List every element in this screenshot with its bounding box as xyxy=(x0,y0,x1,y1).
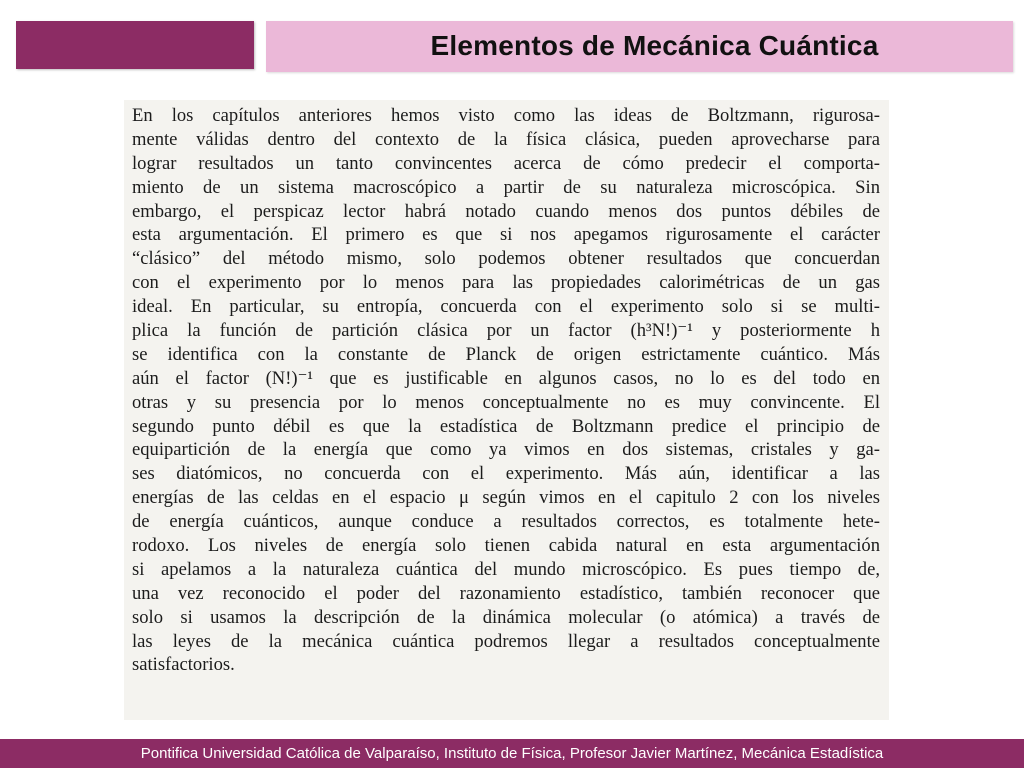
text-line: “clásico” del método mismo, solo podemos obtener resultados que concuerdan xyxy=(132,248,880,270)
text-line: se identifica con la constante de Planck de origen estrictamente cuántico. Más xyxy=(132,343,880,365)
text-line: equipartición de la energía que como ya vimos en dos sistemas, cristales y ga- xyxy=(132,439,880,461)
text-line: miento de un sistema macroscópico a partir de su naturaleza microscópica. Sin xyxy=(132,176,880,198)
text-line: aún el factor (N!)⁻¹ que es justificable en algunos casos, no lo es del todo en xyxy=(132,367,880,389)
text-line: ideal. En particular, su entropía, concuerda con el experimento solo si se multi- xyxy=(132,296,880,318)
footer-text: Pontifica Universidad Católica de Valparaíso, Instituto de Física, Profesor Javier Martínez, Mecánica Estadística xyxy=(140,745,884,762)
scanned-paragraph xyxy=(132,104,880,677)
text-line: esta argumentación. El primero es que si nos apegamos rigurosamente el carácter xyxy=(132,224,880,246)
title-bar xyxy=(266,21,1013,72)
text-line: En los capítulos anteriores hemos visto como las ideas de Boltzmann, rigurosa- xyxy=(132,105,880,126)
text-line: embargo, el perspicaz lector habrá notado cuando menos dos puntos débiles de xyxy=(132,200,880,222)
text-line: de energía cuánticos, aunque conduce a resultados correctos, es totalmente hete- xyxy=(132,511,880,533)
header-accent-block xyxy=(16,21,254,69)
text-line: energías de las celdas en el espacio μ según vimos en el capitulo 2 con los niveles xyxy=(132,487,880,509)
text-line: las leyes de la mecánica cuántica podremos llegar a resultados conceptualmente xyxy=(132,630,880,652)
text-line: lograr resultados un tanto convincentes acerca de cómo predecir el comporta- xyxy=(132,152,880,174)
text-line: satisfactorios. xyxy=(132,654,235,676)
text-line: solo si usamos la descripción de la dinámica molecular (o atómica) a través de xyxy=(132,606,880,628)
text-line: ses diatómicos, no concuerda con el experimento. Más aún, identificar a las xyxy=(132,463,880,485)
text-line: mente válidas dentro del contexto de la física clásica, pueden aprovecharse para xyxy=(132,128,880,150)
text-line: otras y su presencia por lo menos conceptualmente no es muy convincente. El xyxy=(132,391,880,413)
text-line: segundo punto débil es que la estadística de Boltzmann predice el principio de xyxy=(132,415,880,437)
text-line: una vez reconocido el poder del razonamiento estadístico, también reconocer que xyxy=(132,582,880,604)
text-line: rodoxo. Los niveles de energía solo tienen cabida natural en esta argumentación xyxy=(132,535,880,557)
scanned-text-image xyxy=(124,100,889,720)
footer-bar xyxy=(0,739,1024,768)
text-line: con el experimento por lo menos para las propiedades calorimétricas de un gas xyxy=(132,272,880,294)
text-line: si apelamos a la naturaleza cuántica del mundo microscópico. Es pues tiempo de, xyxy=(132,558,880,580)
slide-title: Elementos de Mecánica Cuántica xyxy=(430,30,879,61)
text-line: plica la función de partición clásica por un factor (h³N!)⁻¹ y posteriormente h xyxy=(132,320,880,342)
